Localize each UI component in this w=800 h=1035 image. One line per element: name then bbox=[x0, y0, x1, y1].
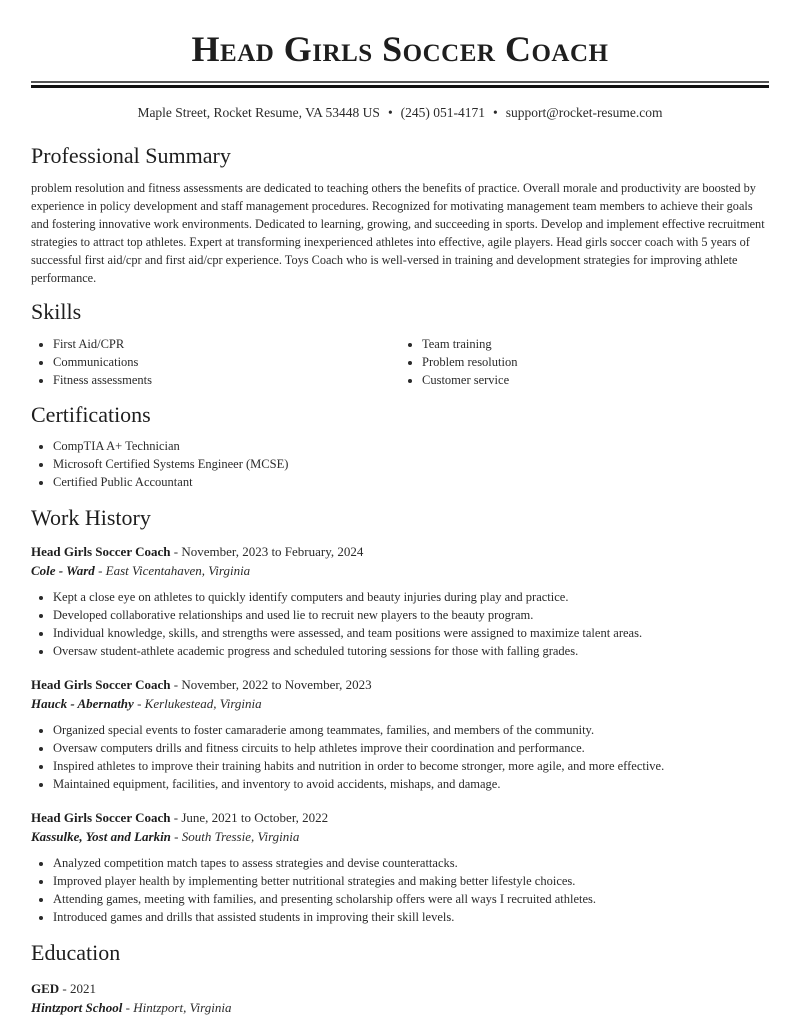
company-name: Hauck - Abernathy bbox=[31, 696, 134, 711]
school-name: Hintzport School bbox=[31, 1000, 123, 1015]
dash: - bbox=[133, 696, 145, 711]
job-bullet: • Maintained equipment, facilities, and inventory to avoid accidents, mishaps, and damage. bbox=[53, 775, 769, 793]
skill-item: • Communications bbox=[53, 353, 400, 371]
skills-column-left bbox=[31, 335, 400, 389]
job-entry bbox=[31, 808, 769, 926]
job-title-line bbox=[31, 675, 769, 694]
contact-address: Maple Street, Rocket Resume, VA 53448 US bbox=[137, 105, 380, 120]
company-location: Kerlukestead, Virginia bbox=[144, 696, 262, 711]
dash: - bbox=[170, 810, 182, 825]
job-bullet: • Introduced games and drills that assisted students in improving their skill levels. bbox=[53, 908, 769, 926]
job-title: Head Girls Soccer Coach bbox=[31, 544, 171, 559]
section-heading-work-history: Work History bbox=[31, 505, 151, 530]
company-line bbox=[31, 827, 769, 846]
dash: - bbox=[170, 544, 182, 559]
job-title: Head Girls Soccer Coach bbox=[31, 677, 171, 692]
company-location: South Tressie, Virginia bbox=[181, 829, 300, 844]
candidate-name: Head Girls Soccer Coach bbox=[191, 29, 609, 69]
dash: - bbox=[170, 829, 182, 844]
skills-column-right bbox=[400, 335, 769, 389]
contact-email: support@rocket-resume.com bbox=[505, 105, 663, 120]
job-dates: June, 2021 to October, 2022 bbox=[181, 810, 329, 825]
dash: - bbox=[122, 1000, 134, 1015]
header-divider-thin bbox=[31, 81, 769, 83]
job-bullet: • Organized special events to foster camaraderie among teammates, families, and members of the community. bbox=[53, 721, 769, 739]
company-name: Cole - Ward bbox=[31, 563, 95, 578]
section-heading-certifications: Certifications bbox=[31, 402, 151, 427]
job-title-line bbox=[31, 542, 769, 561]
job-bullet: • Analyzed competition match tapes to assess strategies and devise counterattacks. bbox=[53, 854, 769, 872]
summary-text: problem resolution and fitness assessments are dedicated to teaching others the benefits of practice. Overall morale and productivity are boosted by experience in policy development and staff management procedures. Recognized for motivating management team members to achieve their goals and fostering innovative work environments. Dedicated to learning, growing, and succeeding in sports. Develop and implement effective recruitment strategies to attract top athletes. Expert at transforming inexperienced athletes into effective, agile players. Head girls soccer coach with 5 years of successful first aid/cpr and first aid/cpr experience. Toys Coach who is well-versed in training and development strategies for improving athlete performance. bbox=[31, 181, 765, 285]
degree: GED bbox=[31, 981, 60, 996]
certifications-list bbox=[31, 437, 769, 491]
job-bullet: • Attending games, meeting with families, and presenting scholarship offers were all ways I recruited athletes. bbox=[53, 890, 769, 908]
job-dates: November, 2022 to November, 2023 bbox=[181, 677, 372, 692]
job-bullets bbox=[31, 721, 769, 793]
school-line bbox=[31, 998, 769, 1017]
degree-line bbox=[31, 979, 769, 998]
contact-separator: • bbox=[387, 105, 393, 120]
dash: - bbox=[94, 563, 106, 578]
dash: - bbox=[170, 677, 182, 692]
job-bullet: • Oversaw computers drills and fitness circuits to help athletes improve their coordination and performance. bbox=[53, 739, 769, 757]
company-location: East Vicentahaven, Virginia bbox=[105, 563, 251, 578]
contact-phone: (245) 051-4171 bbox=[400, 105, 486, 120]
job-title-line bbox=[31, 808, 769, 827]
job-bullet: • Developed collaborative relationships and used lie to recruit new players to the beauty program. bbox=[53, 606, 769, 624]
section-heading-summary: Professional Summary bbox=[31, 143, 231, 168]
skills-grid bbox=[31, 335, 769, 389]
job-entry bbox=[31, 542, 769, 660]
skill-item: • Problem resolution bbox=[422, 353, 769, 371]
company-line bbox=[31, 694, 769, 713]
education-entry bbox=[31, 979, 769, 1017]
section-heading-education: Education bbox=[31, 940, 121, 965]
header-divider-thick bbox=[31, 85, 769, 88]
job-bullet: • Kept a close eye on athletes to quickly identify computers and beauty injuries during play and practice. bbox=[53, 588, 769, 606]
company-line bbox=[31, 561, 769, 580]
job-bullets bbox=[31, 588, 769, 660]
job-entry bbox=[31, 675, 769, 793]
contact-separator: • bbox=[493, 105, 498, 120]
job-title: Head Girls Soccer Coach bbox=[31, 810, 171, 825]
job-bullet: • Improved player health by implementing better nutritional strategies and making better lifestyle choices. bbox=[53, 872, 769, 890]
skill-item: • First Aid/CPR bbox=[53, 335, 400, 353]
job-bullet: • Oversaw student-athlete academic progress and scheduled tutoring sessions for those with falling grades. bbox=[53, 642, 769, 660]
company-name: Kassulke, Yost and Larkin bbox=[31, 829, 171, 844]
skill-item: • Team training bbox=[422, 335, 769, 353]
graduation-year: 2021 bbox=[70, 981, 97, 996]
section-heading-skills: Skills bbox=[31, 299, 82, 324]
certification-item: • Certified Public Accountant bbox=[53, 473, 769, 491]
skill-item: • Customer service bbox=[422, 371, 769, 389]
job-bullet: • Individual knowledge, skills, and strengths were assessed, and team positions were assigned to maximize talent areas. bbox=[53, 624, 769, 642]
certification-item: • CompTIA A+ Technician bbox=[53, 437, 769, 455]
dash: - bbox=[59, 981, 71, 996]
job-dates: November, 2023 to February, 2024 bbox=[181, 544, 364, 559]
job-bullet: • Inspired athletes to improve their training habits and nutrition in order to become stronger, more agile, and more effective. bbox=[53, 757, 769, 775]
contact-line bbox=[31, 104, 769, 122]
certification-item: • Microsoft Certified Systems Engineer (MCSE) bbox=[53, 455, 769, 473]
job-bullets bbox=[31, 854, 769, 926]
school-location: Hintzport, Virginia bbox=[133, 1000, 232, 1015]
skill-item: • Fitness assessments bbox=[53, 371, 400, 389]
